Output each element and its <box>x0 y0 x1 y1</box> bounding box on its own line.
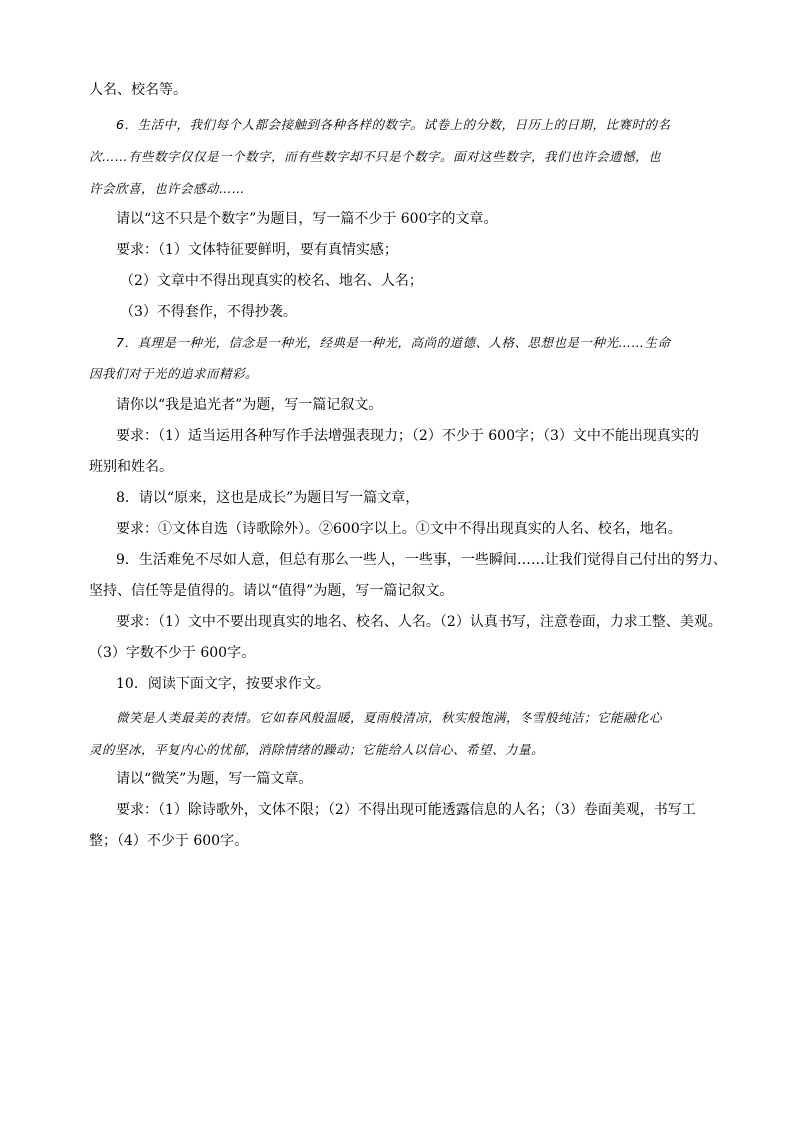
prompt-10-requirements-line-1: 要求：（1）除诗歌外，文体不限；（2）不得出现可能透露信息的人名；（3）卷面美观，书写工 <box>116 802 696 818</box>
prompt-6-line-1: 6．生活中，我们每个人都会接触到各种各样的数字。试卷上的分数，日历上的日期，比赛时的名 <box>116 117 671 132</box>
prompt-6-requirement-3: （3）不得套作，不得抄袭。 <box>120 304 297 320</box>
prompt-6-title-instruction: 请以“这不只是个数字”为题目，写一篇不少于 600字的文章。 <box>116 211 498 227</box>
prompt-8-title-instruction: 8．请以“原来，这也是成长”为题目写一篇文章， <box>116 490 420 506</box>
prompt-6-requirement-2: （2）文章中不得出现真实的校名、地名、人名； <box>120 273 423 289</box>
prompt-6-requirement-1: 要求：（1）文体特征要鲜明，要有真情实感； <box>116 242 398 258</box>
prompt-7-line-2: 因我们对于光的追求而精彩。 <box>89 366 259 381</box>
prompt-6-line-2: 次……有些数字仅仅是一个数字，而有些数字却不只是个数字。面对这些数字，我们也许会遗憾，也 <box>89 149 662 164</box>
prompt-10-instruction: 10．阅读下面文字，按要求作文。 <box>116 676 330 692</box>
prompt-9-requirements-line-2: （3）字数不少于 600字。 <box>89 645 256 661</box>
prompt-6-line-3: 许会欣喜，也许会感动…… <box>89 181 246 196</box>
prompt-10-requirements-line-2: 整；（4）不少于 600字。 <box>89 833 249 849</box>
prompt-10-title-instruction: 请以“微笑”为题，写一篇文章。 <box>116 771 313 787</box>
prompt-10-passage-line-2: 灵的坚冰，平复内心的忧郁，消除情绪的躁动；它能给人以信心、希望、力量。 <box>89 742 545 757</box>
prompt-9-requirements-line-1: 要求：（1）文中不要出现真实的地名、校名、人名。（2）认真书写，注意卷面，力求工整、美观。 <box>116 614 722 630</box>
prompt-10-passage-line-1: 微笑是人类最美的表情。它如春风般温暖，夏雨般清凉，秋实般饱满，冬雪般纯洁；它能融化心 <box>116 710 663 725</box>
prompt-7-line-1: 7．真理是一种光，信念是一种光，经典是一种光，高尚的道德、人格、思想也是一种光……生命 <box>116 335 671 350</box>
text-line: 人名、校名等。 <box>89 82 187 98</box>
prompt-7-requirements-line-1: 要求：（1）适当运用各种写作手法增强表现力；（2）不少于 600字；（3）文中不能出现真实的 <box>116 428 699 444</box>
prompt-9-line-2: 坚持、信任等是值得的。请以“值得”为题，写一篇记叙文。 <box>89 583 454 599</box>
prompt-8-requirements: 要求：①文体自选（诗歌除外）。②600字以上。①文中不得出现真实的人名、校名，地名。 <box>116 521 682 537</box>
prompt-9-line-1: 9．生活难免不尽如人意，但总有那么一些人，一些事，一些瞬间……让我们觉得自己付出的努力、 <box>116 552 727 568</box>
prompt-7-title-instruction: 请你以“我是追光者”为题，写一篇记叙文。 <box>116 397 383 413</box>
prompt-7-requirements-line-2: 班别和姓名。 <box>89 459 173 475</box>
